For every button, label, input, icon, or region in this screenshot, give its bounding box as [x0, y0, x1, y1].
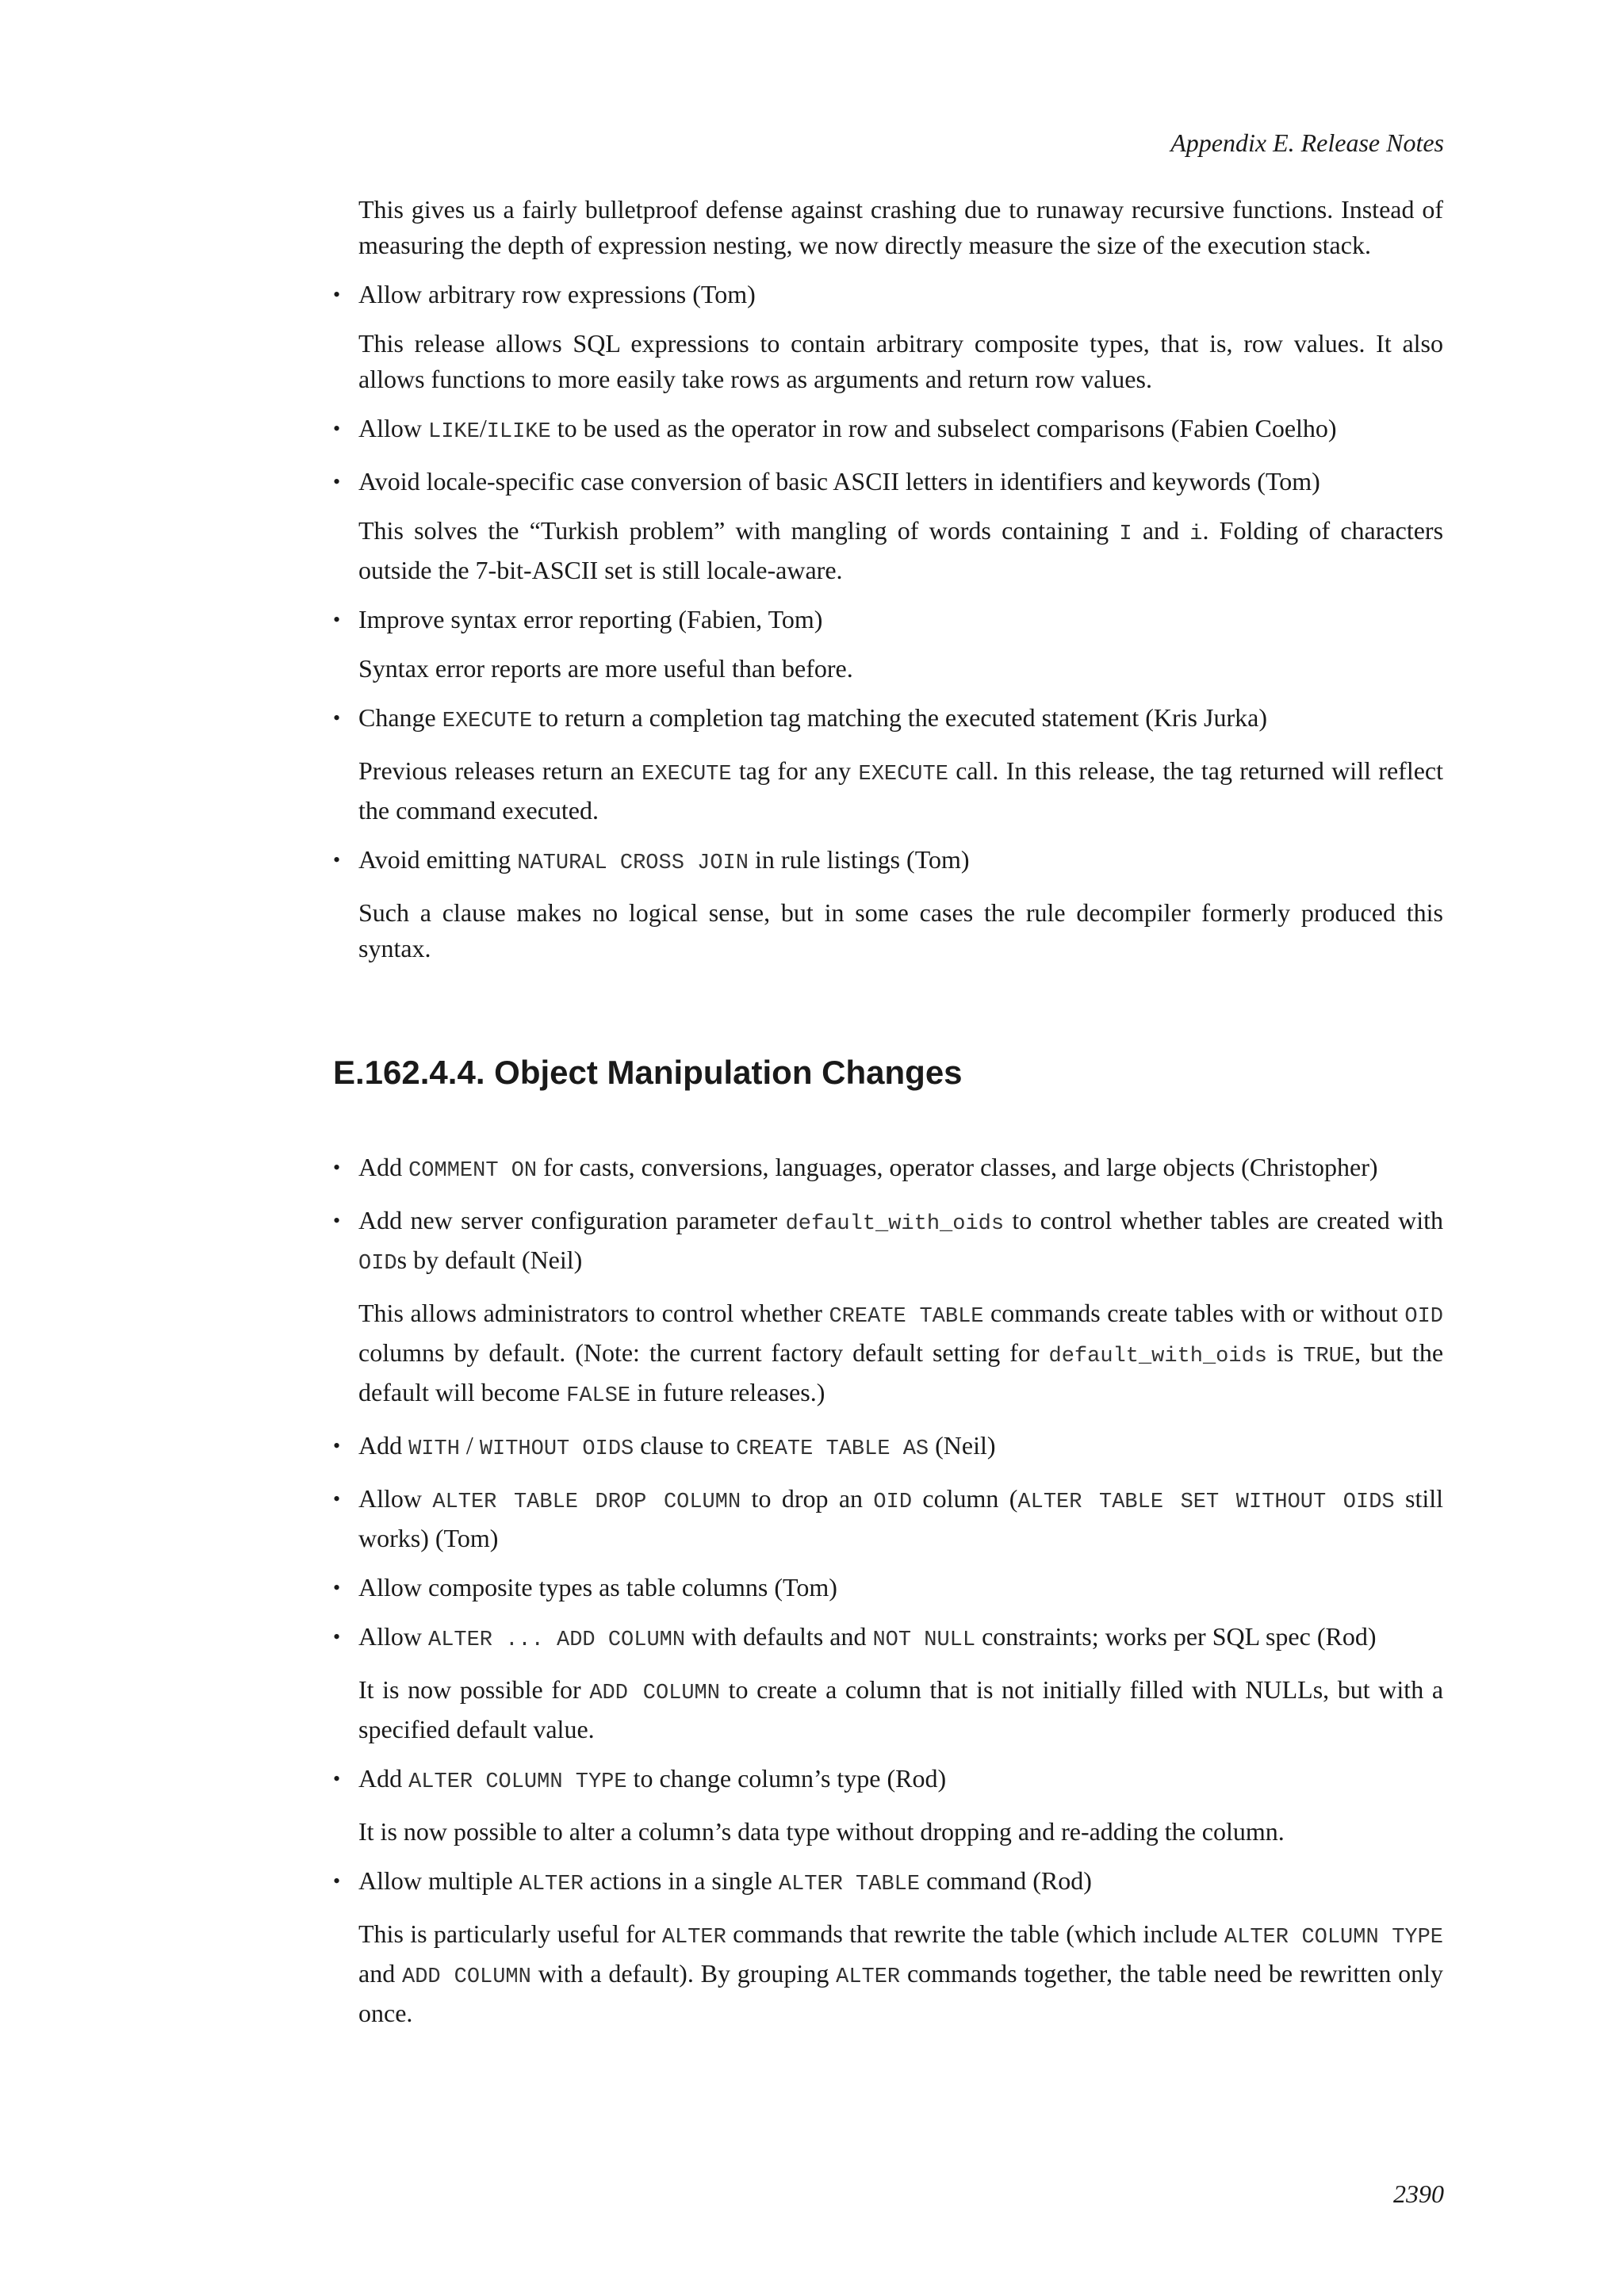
list-item-text: Avoid emitting NATURAL CROSS JOIN in rule listings (Tom) — [358, 845, 970, 875]
bullet-icon: • — [333, 470, 341, 493]
bullet-icon: • — [333, 1434, 341, 1457]
bullet-icon: • — [333, 1767, 341, 1790]
bullet-icon: • — [333, 848, 341, 871]
list-item — [333, 1570, 1443, 1605]
list-item-text: Allow ALTER TABLE DROP COLUMN to drop an OID column (ALTER TABLE SET WITHOUT OIDS still works) (Tom) — [358, 1484, 1443, 1552]
bullet-icon: • — [333, 1156, 341, 1179]
list-item-text: Allow composite types as table columns (Tom) — [358, 1573, 837, 1601]
bullet-icon: • — [333, 1576, 341, 1599]
list-item — [333, 1619, 1443, 1659]
list-item-detail: It is now possible to alter a column’s data type without dropping and re-adding the column. — [358, 1817, 1285, 1846]
list-item-text: Allow LIKE/ILIKE to be used as the operator in row and subselect comparisons (Fabien Coelho) — [358, 414, 1337, 444]
list-item — [333, 1481, 1443, 1556]
list-item — [333, 1428, 1443, 1468]
list-item-detail: It is now possible for ADD COLUMN to create a column that is not initially filled with NULLs, but with a specified default value. — [358, 1675, 1444, 1743]
page-body-top — [333, 192, 1443, 980]
list-item-detail: This solves the “Turkish problem” with mangling of words containing I and i. Folding of characters outside the 7-bit-ASCII set is still locale-aware. — [358, 516, 1444, 584]
bullet-icon: • — [333, 1625, 341, 1648]
list-item-text: Add WITH / WITHOUT OIDS clause to CREATE TABLE AS (Neil) — [358, 1431, 996, 1461]
list-item-text: Allow arbitrary row expressions (Tom) — [358, 280, 756, 308]
list-item-detail: This release allows SQL expressions to contain arbitrary composite types, that is, row values. It also allows functions to more easily take rows as arguments and return row values. — [358, 329, 1443, 393]
list-item — [333, 602, 1443, 637]
list-item-text: Allow multiple ALTER actions in a single ALTER TABLE command (Rod) — [358, 1866, 1092, 1896]
bullet-icon: • — [333, 1209, 341, 1232]
list-item-text: Allow ALTER ... ADD COLUMN with defaults and NOT NULL constraints; works per SQL spec (Rod) — [358, 1622, 1377, 1652]
list-item — [333, 464, 1443, 499]
list-item — [333, 1203, 1443, 1282]
list-item-detail: This allows administrators to control whether CREATE TABLE commands create tables with or without OID columns by default. (Note: the current factory default setting for default_with_oids is TRUE, but the default will become FALSE in future releases.) — [358, 1299, 1444, 1408]
list-item — [333, 1150, 1443, 1189]
bullet-icon: • — [333, 283, 341, 306]
list-item — [333, 1863, 1443, 1903]
list-item-text: Avoid locale-specific case conversion of basic ASCII letters in identifiers and keywords (Tom) — [358, 467, 1320, 496]
list-item-detail: This is particularly useful for ALTER commands that rewrite the table (which include ALTER COLUMN TYPE and ADD COLUMN with a default). By grouping ALTER commands together, the table need be rewritten only once. — [358, 1919, 1444, 2027]
bullet-icon: • — [333, 417, 341, 440]
bullet-icon: • — [333, 608, 341, 631]
list-item — [333, 1761, 1443, 1800]
list-item-text: Improve syntax error reporting (Fabien, Tom) — [358, 605, 823, 633]
list-item-detail: Previous releases return an EXECUTE tag for any EXECUTE call. In this release, the tag returned will reflect the command executed. — [358, 756, 1444, 825]
list-item — [333, 277, 1443, 312]
list-item-detail: Such a clause makes no logical sense, but in some cases the rule decompiler formerly produced this syntax. — [358, 898, 1443, 962]
bullet-icon: • — [333, 1869, 341, 1892]
bullet-icon: • — [333, 706, 341, 729]
list-item — [333, 700, 1443, 740]
list-item-detail: Syntax error reports are more useful than before. — [358, 654, 853, 683]
list-item-text: Add COMMENT ON for casts, conversions, languages, operator classes, and large objects (Christopher) — [358, 1153, 1378, 1183]
page-number: 2390 — [1393, 2179, 1444, 2208]
list-item-text: Add ALTER COLUMN TYPE to change column’s type (Rod) — [358, 1764, 947, 1794]
running-header: Appendix E. Release Notes — [1170, 128, 1444, 157]
list-item-text: Change EXECUTE to return a completion tag matching the executed statement (Kris Jurka) — [358, 703, 1267, 733]
section-heading: E.162.4.4. Object Manipulation Changes — [333, 1054, 963, 1091]
list-item — [333, 842, 1443, 882]
bullet-icon: • — [333, 1487, 341, 1510]
list-item — [333, 411, 1443, 450]
intro-paragraph: This gives us a fairly bulletproof defense against crashing due to runaway recursive functions. Instead of measuring the depth of expression nesting, we now directly measure the size of the execution stack. — [358, 195, 1443, 259]
list-item-text: Add new server configuration parameter default_with_oids to control whether tables are created with OIDs by default (Neil) — [358, 1206, 1444, 1276]
page-body-bottom — [333, 1150, 1443, 2045]
